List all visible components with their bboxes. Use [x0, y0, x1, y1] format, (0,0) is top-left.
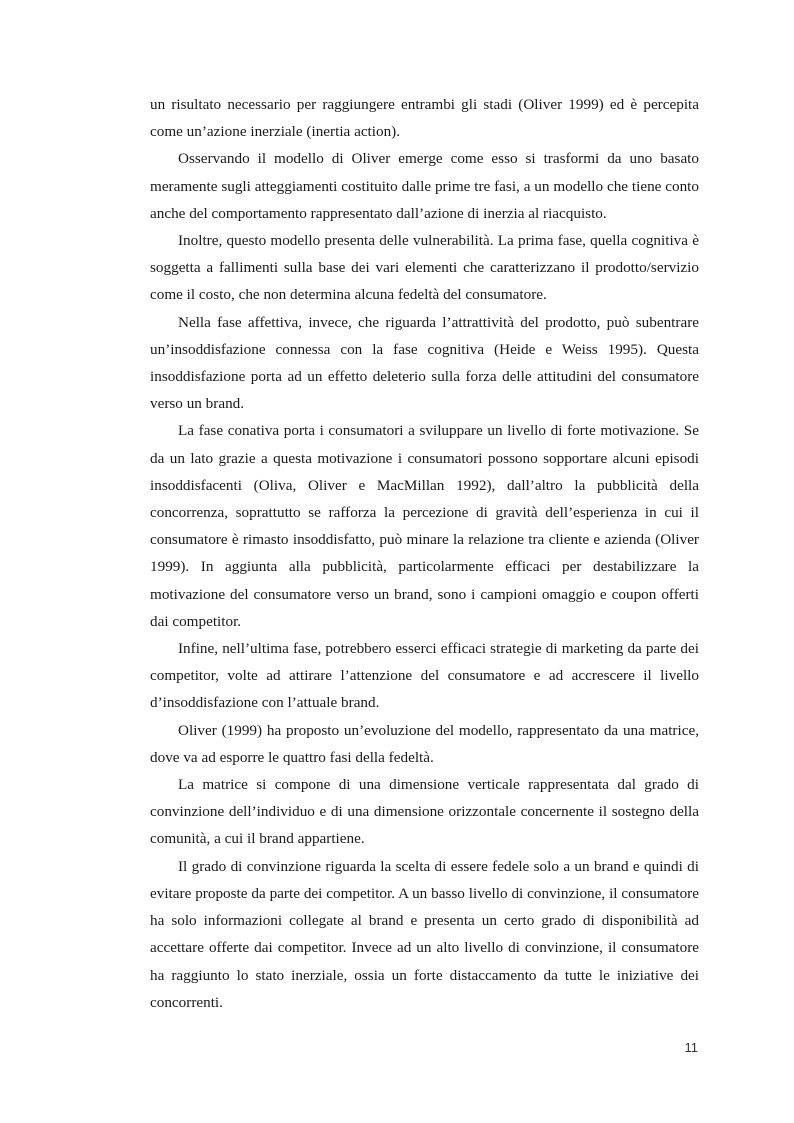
paragraph-last-phase: Infine, nell’ultima fase, potrebbero esserci efficaci strategie di marketing da parte dei competitor, volte ad attirare l’attenzione del consumatore e ad accrescere il livello d’insoddisfazione con l’attuale brand. [150, 640, 699, 712]
paragraph-conative-phase: La fase conativa porta i consumatori a sviluppare un livello di forte motivazione. Se da un lato grazie a questa motivazione i consumatori possono sopportare alcuni episodi insoddisfacenti (Oliva, Oliver e MacMillan 1992), dall’altro la pubblicità della concorrenza, soprattutto se rafforza la percezione di gravità dell’esperienza in cui il consumatore è rimasto insoddisfatto, può minare la relazione tra cliente e azienda (Oliver 1999). In aggiunta alla pubblicità, particolarmente efficaci per destabilizzare la motivazione del consumatore verso un brand, sono i campioni omaggio e coupon offerti dai competitor. [150, 422, 699, 630]
page-number: 11 [684, 1040, 698, 1055]
body-text [150, 91, 699, 1016]
paragraph-model-evolution: Oliver (1999) ha proposto un’evoluzione del modello, rappresentato da una matrice, dove va ad esporre le quattro fasi della fedeltà. [150, 721, 699, 766]
paragraph-vulnerabilities: Inoltre, questo modello presenta delle vulnerabilità. La prima fase, quella cognitiva è soggetta a fallimenti sulla base dei vari elementi che caratterizzano il prodotto/servizio come il costo, che non determina alcuna fedeltà del consumatore. [150, 232, 699, 304]
paragraph-affective-phase: Nella fase affettiva, invece, che riguarda l’attrattività del prodotto, può subentrare un’insoddisfazione connessa con la fase cognitiva (Heide e Weiss 1995). Questa insoddisfazione porta ad un effetto deleterio sulla forza delle attitudini del consumatore verso un brand. [150, 313, 699, 413]
paragraph-continuation: un risultato necessario per raggiungere entrambi gli stadi (Oliver 1999) ed è percepita come un’azione inerziale (inertia action). [150, 96, 699, 141]
paragraph-matrix: La matrice si compone di una dimensione verticale rappresentata dal grado di convinzione dell’individuo e di una dimensione orizzontale concernente il sostegno della comunità, a cui il brand appartiene. [150, 776, 699, 848]
paragraph-conviction: Il grado di convinzione riguarda la scelta di essere fedele solo a un brand e quindi di evitare proposte da parte dei competitor. A un basso livello di convinzione, il consumatore ha solo informazioni collegate al brand e presenta un certo grado di disponibilità ad accettare offerte dai competitor. Invece ad un alto livello di convinzione, il consumatore ha raggiunto lo stato inerziale, ossia un forte distaccamento da tutte le iniziative dei concorrenti. [150, 857, 699, 1011]
paragraph-oliver-model: Osservando il modello di Oliver emerge come esso si trasformi da uno basato meramente sugli atteggiamenti costituito dalle prime tre fasi, a un modello che tiene conto anche del comportamento rappresentato dall’azione di inerzia al riacquisto. [150, 150, 699, 222]
